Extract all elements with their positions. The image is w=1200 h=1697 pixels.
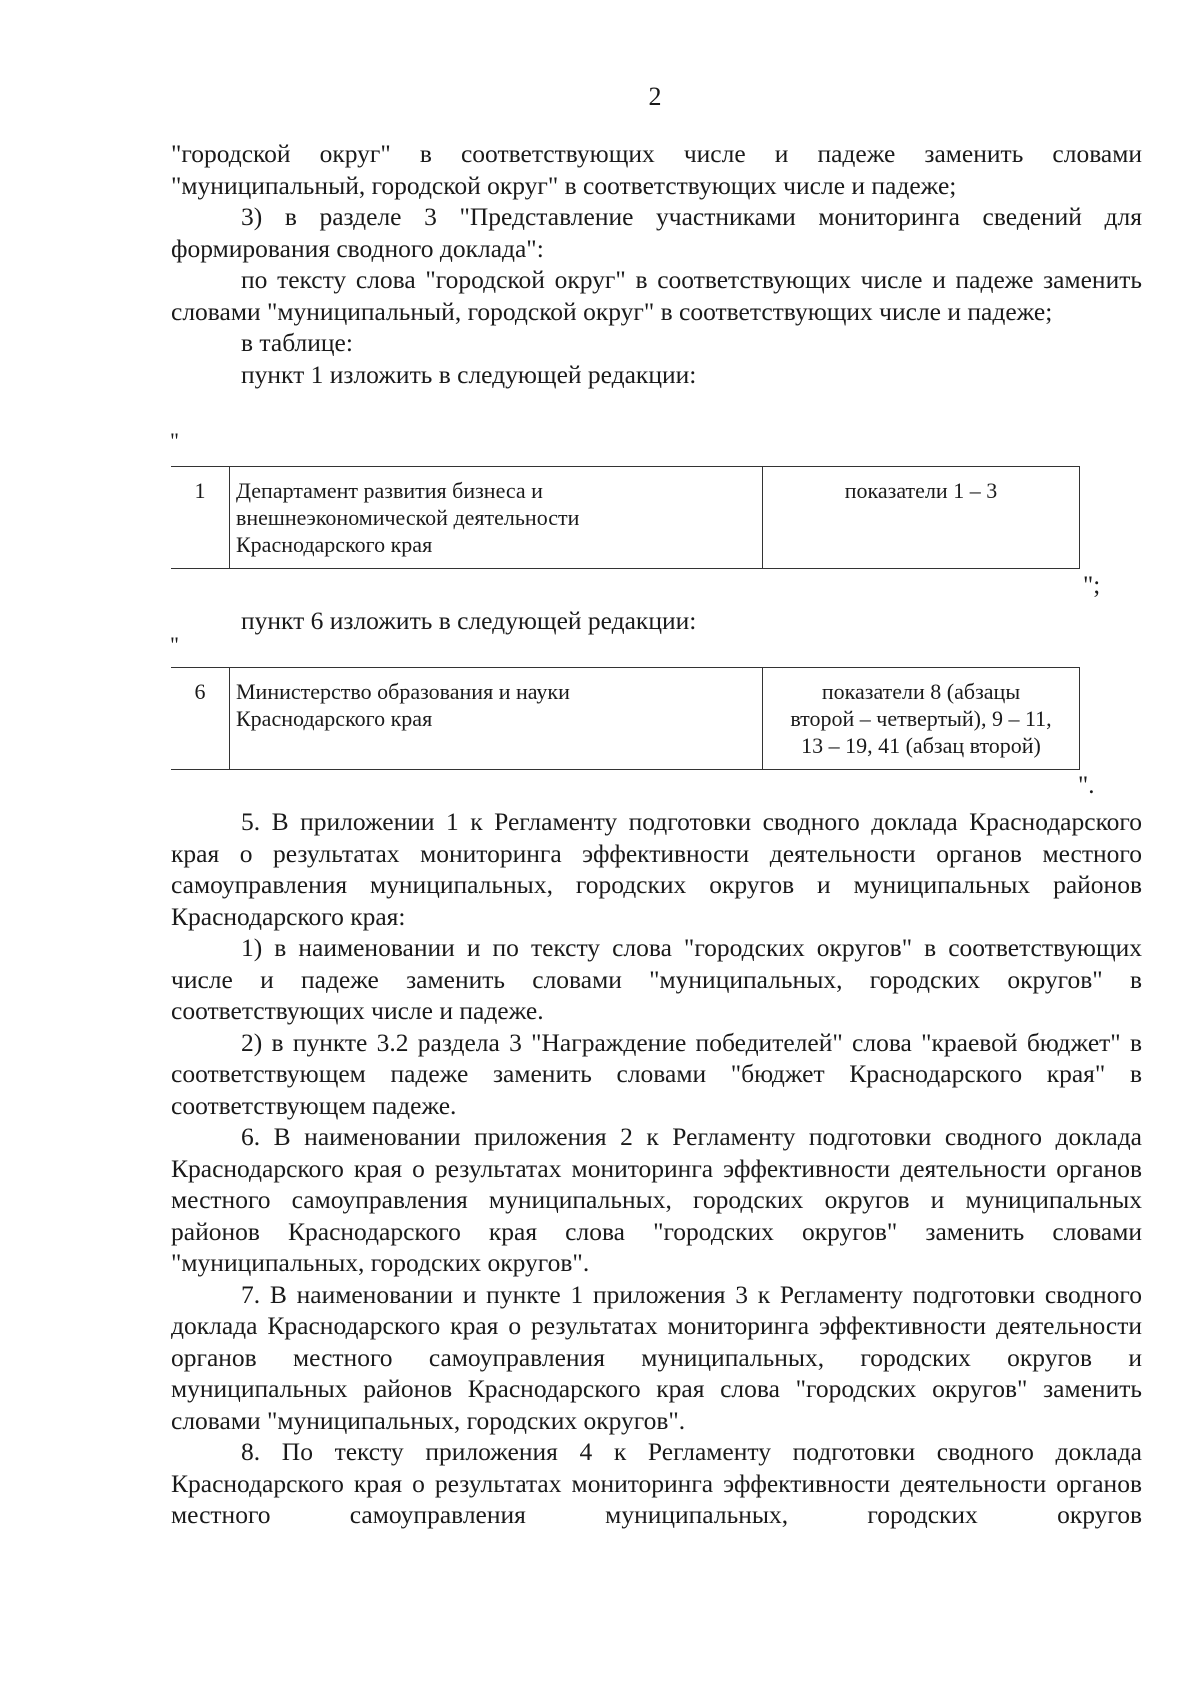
- quote-open-2: ": [170, 632, 179, 657]
- paragraph-in-table: в таблице:: [241, 328, 353, 357]
- table-row: [171, 467, 1080, 569]
- paragraph-replace-text: по тексту слова "городской округ" в соответствующих числе и падеже заменить словами "муниципальный, городской округ" в соответствующих числе и падеже;: [171, 265, 1142, 326]
- indicators-line: 13 – 19, 41 (абзац второй): [801, 733, 1041, 758]
- paragraph-item-5: 5. В приложении 1 к Регламенту подготовки сводного доклада Краснодарского края о результатах мониторинга эффективности деятельности органов местного самоуправления муниципальных, городских округов и муниципальных районов Краснодарского края:: [171, 807, 1142, 931]
- org-line: внешнеэкономической деятельности: [236, 505, 580, 530]
- bottom-text-block: [171, 806, 1142, 1531]
- table-row: [171, 668, 1080, 770]
- paragraph-item-6: 6. В наименовании приложения 2 к Регламенту подготовки сводного доклада Краснодарского края о результатах мониторинга эффективности деятельности органов местного самоуправления муниципальных, городских округов и муниципальных районов Краснодарского края слова "городских округов" заменить словами "муниципальных, городских округов".: [171, 1122, 1142, 1277]
- point6-intro-block: [171, 605, 1142, 637]
- table-cell-indicators: [763, 467, 1080, 569]
- indicators-line: второй – четвертый), 9 – 11,: [790, 706, 1052, 731]
- table-cell-organization: [230, 668, 763, 770]
- paragraph-point1-intro: пункт 1 изложить в следующей редакции:: [241, 359, 697, 389]
- table-cell-organization: [230, 467, 763, 569]
- org-line: Департамент развития бизнеса и: [236, 478, 543, 503]
- amendment-table-2: [171, 667, 1080, 770]
- indicators-line: показатели 8 (абзацы: [821, 679, 1021, 704]
- table-cell-number: 6: [171, 668, 230, 770]
- paragraph-item-5-1: 1) в наименовании и по тексту слова "городских округов" в соответствующих числе и падеже заменить словами "муниципальных, городских округов" в соответствующих числе и падеже.: [171, 933, 1142, 1025]
- paragraph-continuation: "городской округ" в соответствующих числе и падеже заменить словами "муниципальный, городской округ" в соответствующих числе и падеже;: [171, 139, 1142, 200]
- paragraph-item-5-2: 2) в пункте 3.2 раздела 3 "Награждение победителей" слова "краевой бюджет" в соответствующем падеже заменить словами "бюджет Краснодарского края" в соответствующем падеже.: [171, 1027, 1142, 1120]
- quote-close-2: ".: [1078, 772, 1095, 799]
- org-line: Краснодарского края: [236, 532, 433, 557]
- paragraph-item-8: 8. По тексту приложения 4 к Регламенту подготовки сводного доклада Краснодарского края о результатах мониторинга эффективности деятельности органов местного самоуправления муниципальных, городских округов: [171, 1437, 1142, 1529]
- amendment-table-1: [171, 466, 1080, 569]
- org-line: Министерство образования и науки: [236, 679, 570, 704]
- top-text-block: [171, 138, 1142, 390]
- paragraph-item-3: 3) в разделе 3 "Представление участниками мониторинга сведений для формирования сводного доклада":: [171, 202, 1142, 263]
- indicators-line: показатели 1 – 3: [844, 478, 998, 503]
- paragraph-item-7: 7. В наименовании и пункте 1 приложения 3 к Регламенту подготовки сводного доклада Краснодарского края о результатах мониторинга эффективности деятельности органов местного самоуправления муниципальных, городских округов и муниципальных районов Краснодарского края слова "городских округов" заменить словами "муниципальных, городских округов".: [171, 1279, 1142, 1435]
- quote-close-1: ";: [1083, 572, 1101, 599]
- table-cell-indicators: [763, 668, 1080, 770]
- table-cell-number: 1: [171, 467, 230, 569]
- org-line: Краснодарского края: [236, 706, 433, 731]
- page-number: 2: [648, 82, 662, 111]
- paragraph-point6-intro: пункт 6 изложить в следующей редакции:: [241, 606, 697, 635]
- quote-open-1: ": [170, 428, 179, 453]
